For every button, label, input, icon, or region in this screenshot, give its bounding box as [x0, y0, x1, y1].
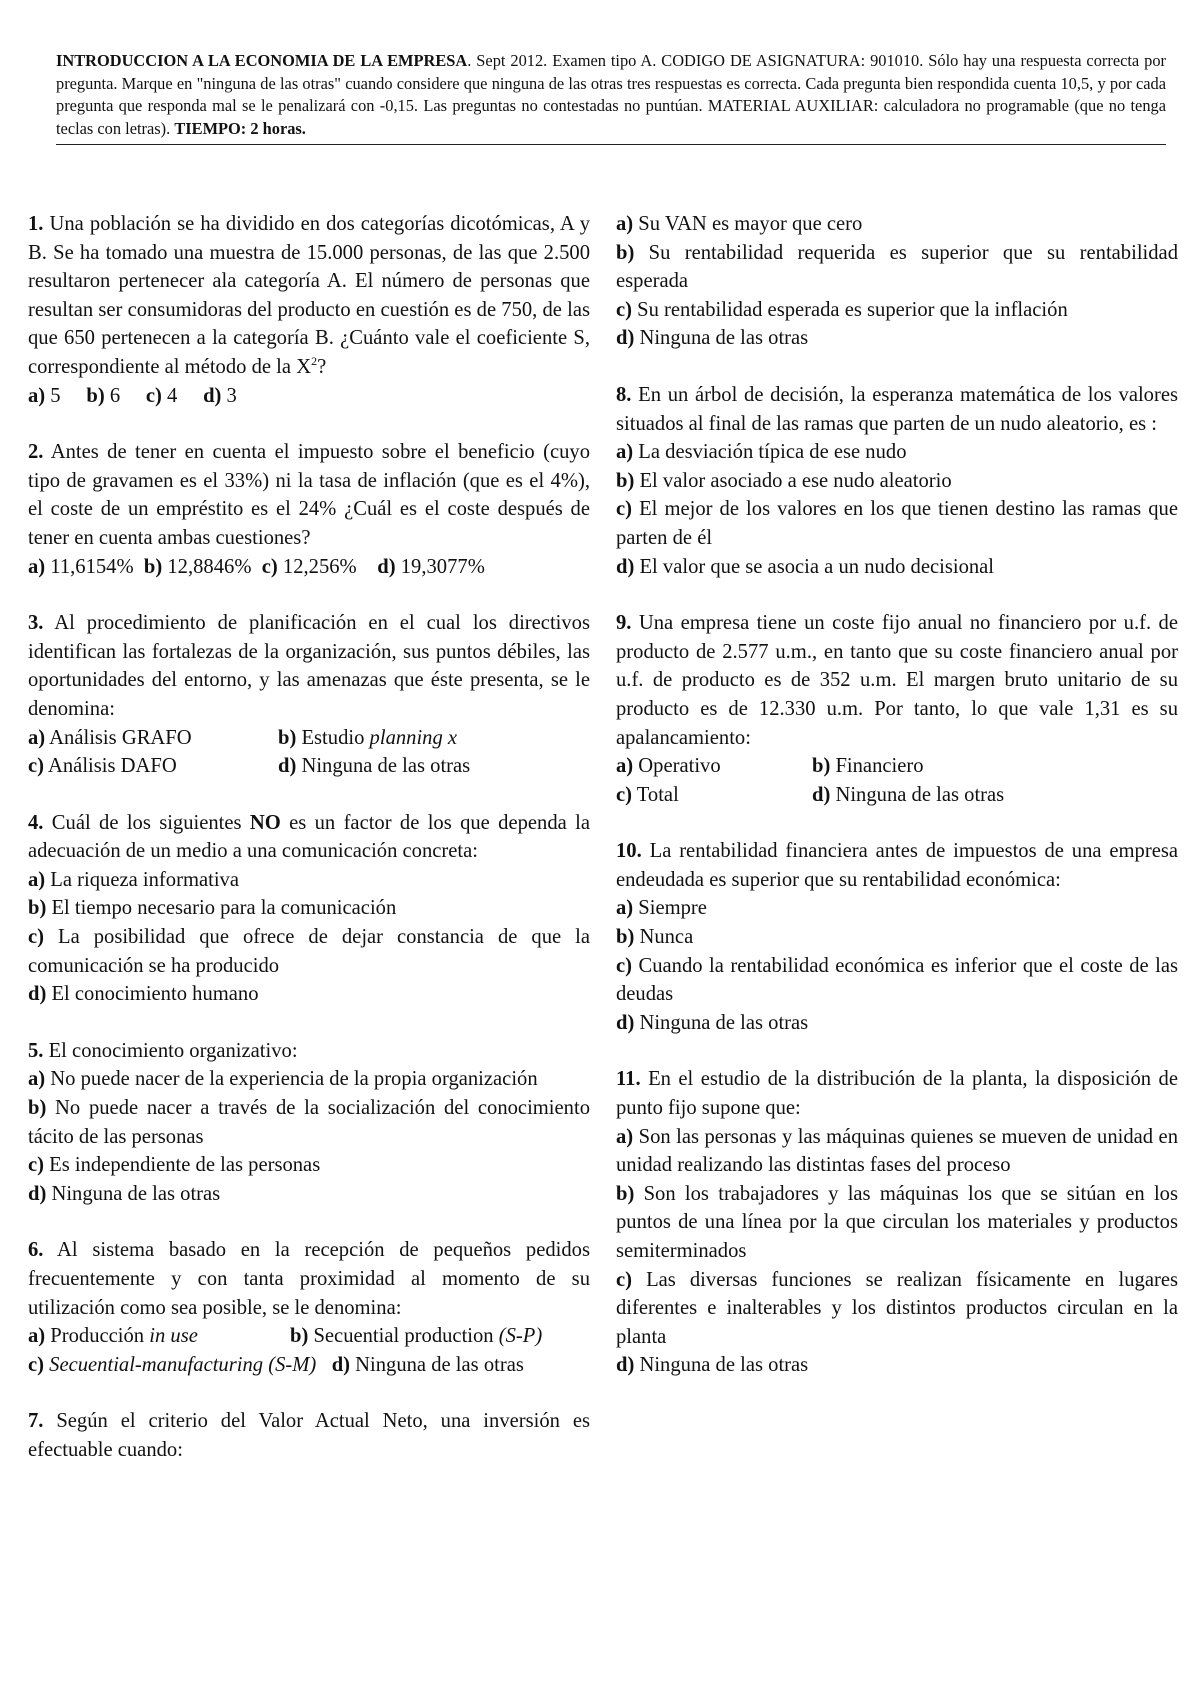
- question-3-options-row1: [28, 724, 590, 753]
- question-6-stem: [28, 1236, 590, 1322]
- option-b[interactable]: b) Estudio planning x: [278, 726, 458, 749]
- question-1: [28, 210, 590, 410]
- question-number: 6.: [28, 1239, 44, 1262]
- option-c[interactable]: c) El mejor de los valores en los que tienen destino las ramas que parten de él: [616, 498, 1178, 549]
- option-c[interactable]: c) Secuential-manufacturing (S-M): [28, 1353, 317, 1376]
- question-number: 8.: [616, 383, 632, 406]
- question-7-options: [616, 210, 1178, 353]
- question-number: 2.: [28, 441, 44, 464]
- option-d[interactable]: d) Ninguna de las otras: [812, 783, 1005, 806]
- option-d[interactable]: d) El valor que se asocia a un nudo decisional: [616, 555, 995, 578]
- option-d[interactable]: d) Ninguna de las otras: [616, 1354, 809, 1377]
- option-c[interactable]: c) Cuando la rentabilidad económica es inferior que el coste de las deudas: [616, 954, 1178, 1006]
- question-9: [616, 609, 1178, 809]
- question-2: [28, 438, 590, 581]
- option-a[interactable]: a) 5: [28, 384, 61, 407]
- question-text-end: ?: [317, 355, 327, 378]
- question-number: 7.: [28, 1410, 44, 1433]
- question-3-stem: [28, 609, 590, 723]
- exam-header: [56, 50, 1166, 145]
- question-3-options-row2: [28, 752, 590, 781]
- option-d[interactable]: d) Ninguna de las otras: [616, 1011, 809, 1034]
- question-4-stem: 4. Cuál de los siguientes NO es un factor de los que dependa la adecuación de un medio a una comunicación concreta:: [28, 811, 590, 863]
- question-number: 4.: [28, 811, 44, 834]
- option-b[interactable]: b) 6: [86, 384, 121, 407]
- option-d[interactable]: d) Ninguna de las otras: [616, 327, 809, 350]
- option-c[interactable]: c) Análisis DAFO: [28, 755, 177, 778]
- exam-time: TIEMPO: 2 horas.: [174, 118, 306, 138]
- option-b[interactable]: b) 12,8846%: [143, 555, 252, 578]
- question-9-options-row1: [616, 752, 1178, 781]
- option-b[interactable]: b) El valor asociado a ese nudo aleatorio: [616, 469, 952, 492]
- option-b[interactable]: b) Financiero: [812, 755, 924, 778]
- question-number: 5.: [28, 1039, 44, 1062]
- question-8: [616, 381, 1178, 581]
- option-b[interactable]: b) Son los trabajadores y las máquinas los que se sitúan en los puntos de una línea por la que circulan los materiales y productos semiterminados: [616, 1182, 1178, 1262]
- question-7: [28, 1407, 590, 1464]
- question-text: Según el criterio del Valor Actual Neto, una inversión es efectuable cuando:: [28, 1410, 590, 1461]
- question-number: 3.: [28, 612, 44, 635]
- question-2-options: [28, 553, 590, 582]
- question-number: 9.: [616, 612, 632, 635]
- option-d[interactable]: d) Ninguna de las otras: [331, 1353, 524, 1376]
- question-number: 1.: [28, 213, 44, 235]
- option-b[interactable]: b) No puede nacer a través de la socialización del conocimiento tácito de las personas: [28, 1097, 590, 1148]
- question-9-options-row2: [616, 781, 1178, 810]
- exam-instructions: . Sept 2012. Examen tipo A. CODIGO DE ASIGNATURA: 901010. Sólo hay una respuesta correcta por pregunta. Marque en "ninguna de las otras" cuando considere que ninguna de las otras tres respuestas es correcta. Cada pregunta bien respondida cuenta 10,5, y por cada pregunta que responda mal se le penalizará con -0,15. Las preguntas no contestadas no puntúan. MATERIAL AUXILIAR: calculadora no programable (que no tenga teclas con letras).: [56, 51, 1166, 138]
- option-a[interactable]: a) La desviación típica de ese nudo: [616, 441, 907, 464]
- option-d[interactable]: d) Ninguna de las otras: [278, 755, 471, 778]
- question-6-options-row1: [28, 1322, 590, 1351]
- question-1-options: [28, 382, 590, 411]
- question-3: [28, 609, 590, 781]
- option-a[interactable]: a) La riqueza informativa: [28, 868, 239, 891]
- question-text: Una población se ha dividido en dos categorías dicotómicas, A y B. Se ha tomado una muestra de 15.000 personas, de las que 2.500 resultaron pertenecer ala categoría A. El número de personas que resultan ser consumidoras del producto en cuestión es de 750, de las que 650 pertenecen a la categoría B. ¿Cuánto vale el coeficiente S, correspondiente al método de la X: [28, 213, 590, 378]
- option-a[interactable]: a) Siempre: [616, 897, 707, 920]
- question-9-stem: [616, 609, 1178, 752]
- question-2-stem: [28, 438, 590, 552]
- option-b[interactable]: b) Su rentabilidad requerida es superior que su rentabilidad esperada: [616, 241, 1178, 293]
- question-4: [28, 809, 590, 1009]
- option-c[interactable]: c) Su rentabilidad esperada es superior que la inflación: [616, 298, 1068, 321]
- question-11: [616, 1065, 1178, 1380]
- option-b[interactable]: b) Secuential production (S-P): [290, 1325, 543, 1348]
- right-column: [616, 210, 1178, 1408]
- question-text: Una empresa tiene un coste fijo anual no financiero por u.f. de producto de 2.577 u.m., en tanto que su coste financiero anual por u.f. de producto es de 352 u.m. El margen bruto unitario de su producto es de 12.330 u.m. Por tanto, lo que vale 1,31 es su apalancamiento:: [616, 612, 1178, 749]
- question-1-stem: [28, 210, 590, 382]
- option-a[interactable]: a) Operativo: [616, 755, 721, 778]
- option-d[interactable]: d) Ninguna de las otras: [28, 1182, 221, 1205]
- question-text: Antes de tener en cuenta el impuesto sobre el beneficio (cuyo tipo de gravamen es el 33%) ni la tasa de inflación (que es el 4%), el coste de un empréstito es el 24% ¿Cuál es el coste después de tener en cuenta ambas cuestiones?: [28, 441, 590, 549]
- question-text: Al procedimiento de planificación en el cual los directivos identifican las fortalezas de la organización, sus puntos débiles, las oportunidades del entorno, y las amenazas que éste presenta, se le denomina:: [28, 612, 590, 720]
- option-d[interactable]: d) El conocimiento humano: [28, 983, 259, 1006]
- question-5: [28, 1037, 590, 1209]
- option-c[interactable]: c) Total: [616, 783, 679, 806]
- option-c[interactable]: c) Las diversas funciones se realizan físicamente en lugares diferentes e inalterables y los distintos productos circulan en la planta: [616, 1268, 1178, 1348]
- left-column: [28, 210, 590, 1493]
- question-number: 11.: [616, 1068, 641, 1091]
- question-7-stem: [28, 1407, 590, 1464]
- option-c[interactable]: c) 4: [145, 384, 178, 407]
- question-number: 10.: [616, 840, 642, 863]
- option-a[interactable]: a) Su VAN es mayor que cero: [616, 213, 863, 235]
- question-text: En el estudio de la distribución de la planta, la disposición de punto fijo supone que:: [616, 1068, 1178, 1120]
- question-8-stem: [616, 381, 1178, 438]
- option-a[interactable]: a) Son las personas y las máquinas quienes se mueven de unidad en unidad realizando las distintas fases del proceso: [616, 1125, 1178, 1177]
- question-5-stem: [28, 1037, 590, 1066]
- option-d[interactable]: d) 3: [203, 384, 237, 407]
- option-c[interactable]: c) 12,256%: [261, 555, 357, 578]
- question-11-stem: [616, 1065, 1178, 1122]
- question-text: La rentabilidad financiera antes de impuestos de una empresa endeudada es superior que su rentabilidad económica:: [616, 840, 1178, 891]
- exam-title: INTRODUCCION A LA ECONOMIA DE LA EMPRESA: [56, 51, 468, 70]
- question-text: El conocimiento organizativo:: [43, 1039, 298, 1062]
- option-a[interactable]: a) 11,6154%: [28, 555, 134, 578]
- question-10-stem: [616, 837, 1178, 894]
- question-6: [28, 1236, 590, 1379]
- question-text: En un árbol de decisión, la esperanza matemática de los valores situados al final de las ramas que parten de un nudo aleatorio, es :: [616, 383, 1178, 435]
- option-b[interactable]: b) El tiempo necesario para la comunicación: [28, 897, 397, 920]
- option-a[interactable]: a) Análisis GRAFO: [28, 726, 192, 749]
- option-a[interactable]: a) No puede nacer de la experiencia de la propia organización: [28, 1068, 538, 1091]
- option-d[interactable]: d) 19,3077%: [377, 555, 485, 578]
- option-a[interactable]: a) Producción in use: [28, 1325, 198, 1348]
- question-10: [616, 837, 1178, 1037]
- superscript: 2: [311, 354, 318, 369]
- question-6-options-row2: [28, 1351, 590, 1380]
- option-c[interactable]: c) Es independiente de las personas: [28, 1154, 321, 1177]
- option-c[interactable]: c) La posibilidad que ofrece de dejar constancia de que la comunicación se ha producido: [28, 926, 590, 977]
- option-b[interactable]: b) Nunca: [616, 926, 694, 949]
- question-text: Al sistema basado en la recepción de pequeños pedidos frecuentemente y con tanta proximidad al momento de su utilización como sea posible, se le denomina:: [28, 1239, 590, 1319]
